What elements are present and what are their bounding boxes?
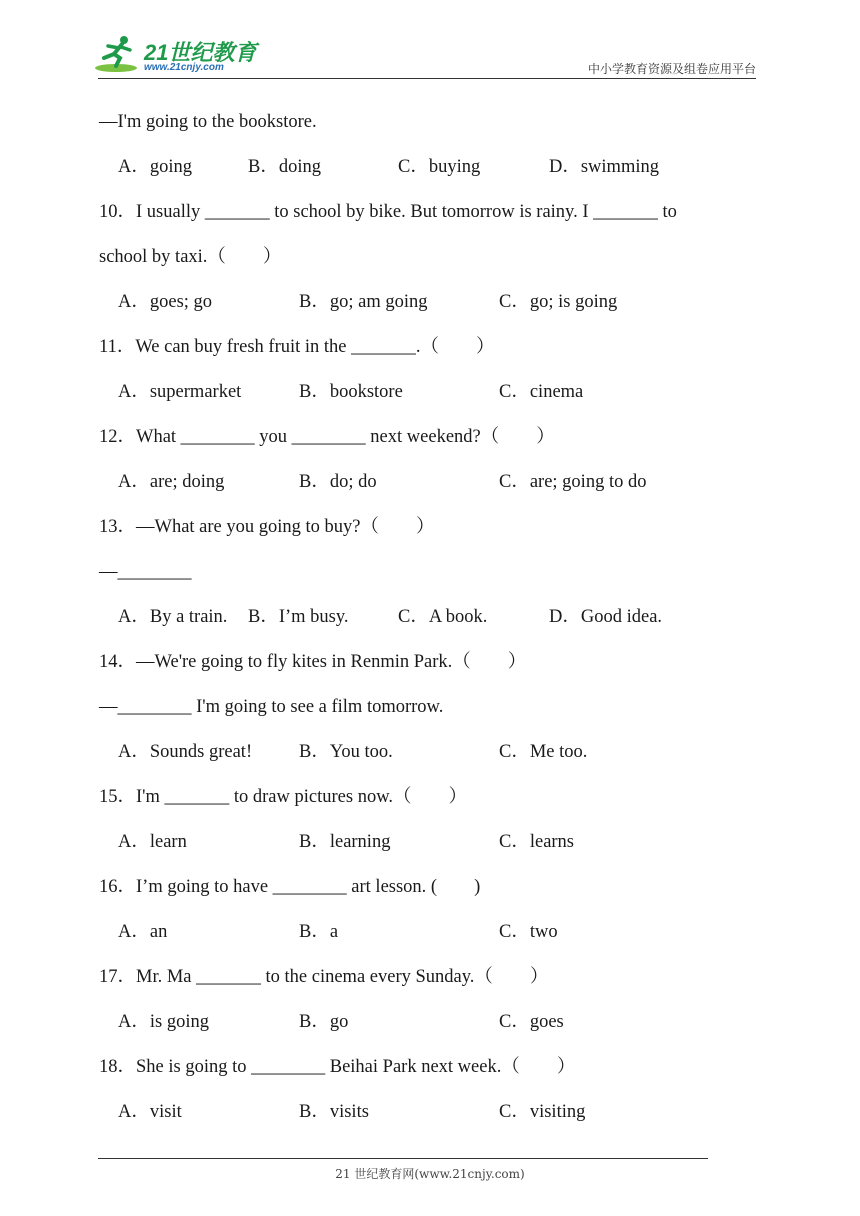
question-text: 17．Mr. Ma _______ to the cinema every Sunday.（ ） [99, 967, 549, 987]
question-text: —________ I'm going to see a film tomorrow. [99, 697, 444, 717]
answer-option: B．doing [248, 157, 321, 177]
answer-options [118, 1007, 818, 1037]
answer-options [118, 917, 818, 947]
answer-option: C．A book. [398, 607, 488, 627]
question-text: 12．What ________ you ________ next weekend?（ ） [99, 427, 555, 447]
site-logo [94, 34, 264, 76]
answer-option: A．learn [118, 832, 187, 852]
answer-option: C．visiting [499, 1102, 586, 1122]
answer-option: C．buying [398, 157, 481, 177]
answer-options [118, 1097, 818, 1127]
answer-option: B．bookstore [299, 382, 403, 402]
answer-option: B．do; do [299, 472, 377, 492]
answer-option: B．I’m busy. [248, 607, 349, 627]
question-text: 11．We can buy fresh fruit in the _______.（ ） [99, 337, 495, 357]
answer-option: A．By a train. [118, 607, 228, 627]
question-text: —I'm going to the bookstore. [99, 112, 317, 132]
header-platform-text: 中小学教育资源及组卷应用平台 [587, 62, 756, 76]
answer-option: B．learning [299, 832, 391, 852]
answer-option: C．learns [499, 832, 575, 852]
page-header [0, 0, 860, 80]
answer-options [118, 827, 818, 857]
answer-option: B．You too. [299, 742, 393, 762]
answer-option: B．go [299, 1012, 349, 1032]
answer-options [118, 287, 818, 317]
question-text: 16．I’m going to have ________ art lesson. ( ) [99, 877, 481, 897]
answer-option: B．go; am going [299, 292, 428, 312]
answer-option: A．Sounds great! [118, 742, 253, 762]
answer-option: A．going [118, 157, 193, 177]
answer-option: A．supermarket [118, 382, 242, 402]
answer-options [118, 737, 818, 767]
runner-logo-icon [94, 34, 142, 74]
answer-option: C．two [499, 922, 558, 942]
question-text: 18．She is going to ________ Beihai Park next week.（ ） [99, 1057, 576, 1077]
page-footer: 21 世纪教育网(www.21cnjy.com) [335, 1167, 525, 1181]
answer-option: C．are; going to do [499, 472, 647, 492]
question-text: 15．I'm _______ to draw pictures now.（ ） [99, 787, 467, 807]
answer-option: B．a [299, 922, 339, 942]
logo-url: www.21cnjy.com [144, 62, 224, 73]
logo-text: 21世纪教育 [144, 40, 257, 65]
answer-option: D．swimming [549, 157, 659, 177]
answer-option: D．Good idea. [549, 607, 663, 627]
answer-options [118, 467, 818, 497]
question-text: 13．—What are you going to buy?（ ） [99, 517, 435, 537]
answer-option: A．an [118, 922, 168, 942]
answer-options [118, 377, 818, 407]
answer-option: C．Me too. [499, 742, 588, 762]
answer-option: C．goes [499, 1012, 564, 1032]
answer-option: B．visits [299, 1102, 369, 1122]
answer-option: A．are; doing [118, 472, 225, 492]
answer-options [118, 602, 818, 632]
question-text: 14．—We're going to fly kites in Renmin Park.（ ） [99, 652, 527, 672]
question-text: school by taxi.（ ） [99, 247, 282, 267]
answer-option: C．cinema [499, 382, 584, 402]
answer-option: A．goes; go [118, 292, 213, 312]
answer-options [118, 152, 818, 182]
question-text: —________ [99, 562, 192, 582]
header-divider [98, 78, 756, 79]
answer-option: A．visit [118, 1102, 182, 1122]
answer-option: A．is going [118, 1012, 209, 1032]
footer-divider [98, 1158, 708, 1159]
question-text: 10．I usually _______ to school by bike. But tomorrow is rainy. I _______ to [99, 202, 677, 222]
answer-option: C．go; is going [499, 292, 618, 312]
